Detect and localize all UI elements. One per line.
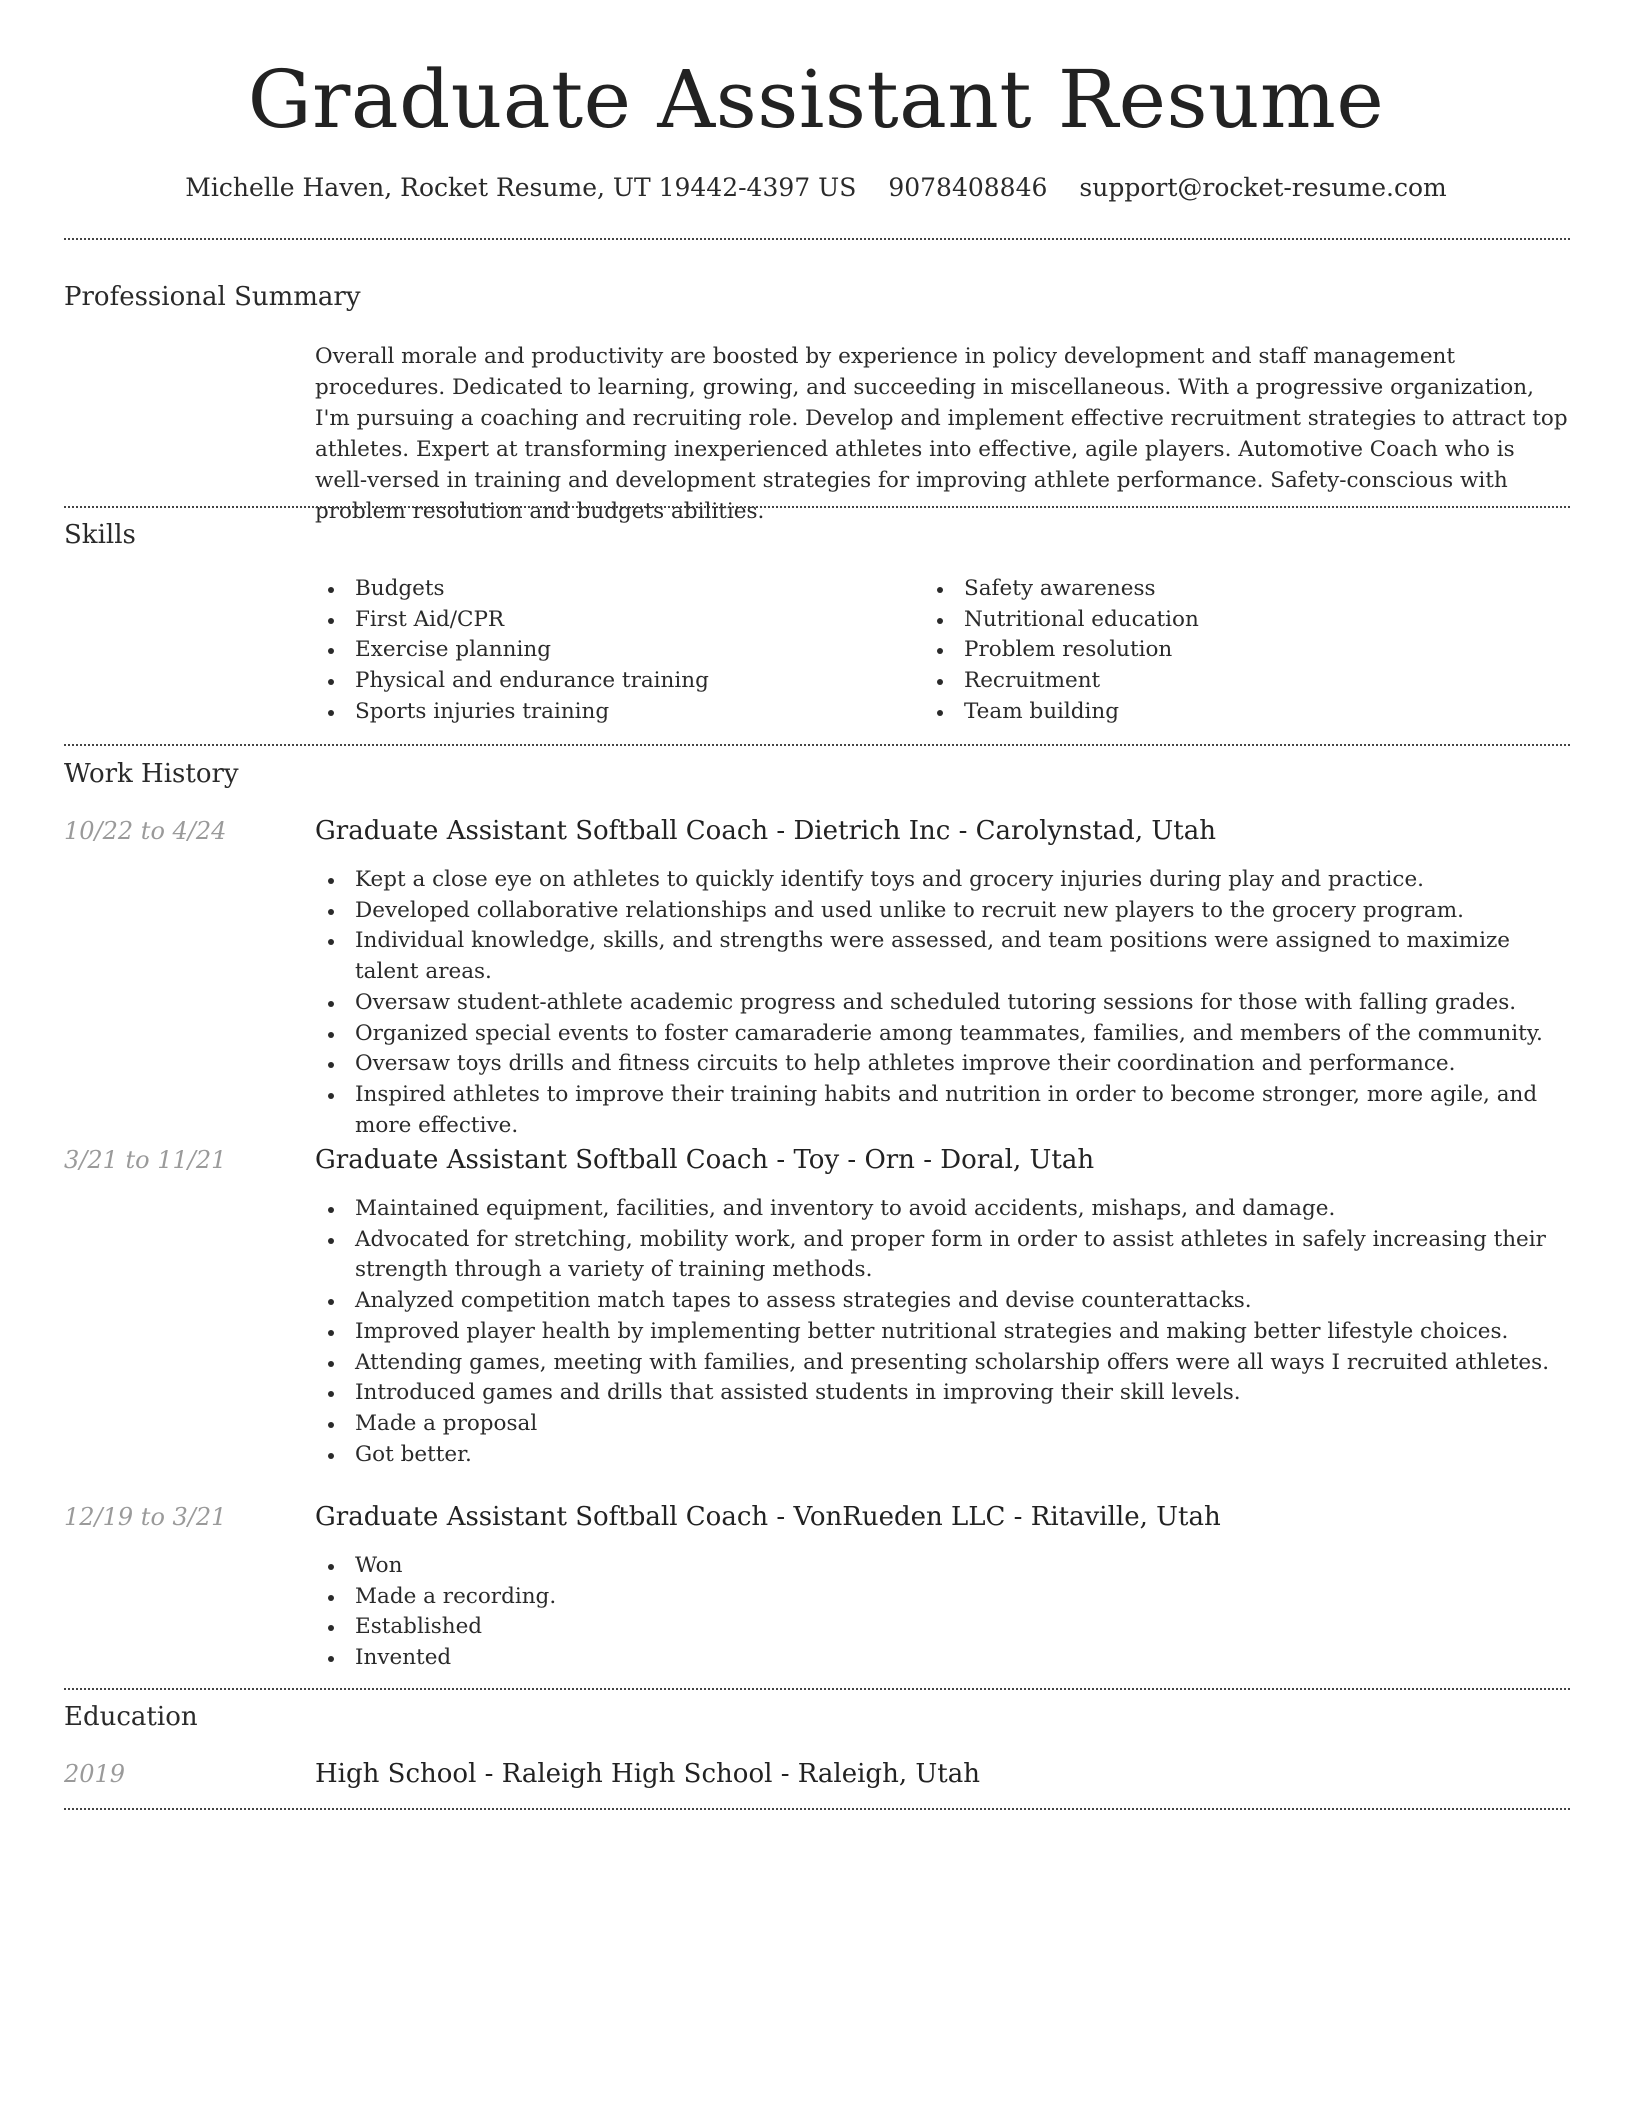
job-bullets bbox=[311, 865, 1573, 1141]
job-bullet: Improved player health by implementing better nutritional strategies and making better lifestyle choices. bbox=[311, 1317, 1573, 1348]
job-bullet: Developed collaborative relationships and used unlike to recruit new players to the grocery program. bbox=[311, 896, 1573, 927]
education-title: High School - Raleigh High School - Raleigh, Utah bbox=[315, 1759, 980, 1789]
job-bullet: Maintained equipment, facilities, and inventory to avoid accidents, mishaps, and damage. bbox=[311, 1194, 1573, 1225]
skill-item: First Aid/CPR bbox=[311, 605, 871, 636]
job-bullet: Oversaw toys drills and fitness circuits to help athletes improve their coordination and performance. bbox=[311, 1049, 1573, 1080]
skill-item: Nutritional education bbox=[920, 605, 1520, 636]
contact-email: support@rocket-resume.com bbox=[1079, 173, 1447, 202]
divider bbox=[64, 238, 1570, 240]
job-bullets bbox=[311, 1194, 1573, 1470]
job-bullet: Invented bbox=[311, 1643, 1573, 1674]
job-bullet: Made a recording. bbox=[311, 1582, 1573, 1613]
skill-item: Exercise planning bbox=[311, 635, 871, 666]
skill-item: Problem resolution bbox=[920, 635, 1520, 666]
job-dates: 10/22 to 4/24 bbox=[64, 817, 227, 845]
skill-item: Budgets bbox=[311, 574, 871, 605]
section-heading-summary: Professional Summary bbox=[64, 282, 361, 312]
divider bbox=[64, 1808, 1570, 1810]
skill-item: Physical and endurance training bbox=[311, 666, 871, 697]
section-heading-education: Education bbox=[64, 1702, 198, 1732]
job-dates: 3/21 to 11/21 bbox=[64, 1146, 227, 1174]
section-heading-skills: Skills bbox=[64, 520, 136, 550]
job-bullet: Introduced games and drills that assisted students in improving their skill levels. bbox=[311, 1378, 1573, 1409]
skills-list-right bbox=[920, 574, 1520, 728]
summary-text: Overall morale and productivity are boosted by experience in policy development and staff management procedures. Dedicated to learning, growing, and succeeding in miscellaneous. With a progressive organization, I'm pursuing a coaching and recruiting role. Develop and implement effective recruitment strategies to attract top athletes. Expert at transforming inexperienced athletes into effective, agile players. Automotive Coach who is well-versed in training and development strategies for improving athlete performance. Safety-conscious with problem resolution and budgets abilities. bbox=[315, 344, 1568, 524]
job-bullet: Organized special events to foster camaraderie among teammates, families, and members of the community. bbox=[311, 1019, 1573, 1050]
job-bullet: Attending games, meeting with families, and presenting scholarship offers were all ways I recruited athletes. bbox=[311, 1348, 1573, 1379]
job-title: Graduate Assistant Softball Coach - VonRueden LLC - Ritaville, Utah bbox=[315, 1502, 1221, 1532]
contact-line bbox=[0, 170, 1632, 206]
skill-item: Team building bbox=[920, 697, 1520, 728]
job-bullet: Oversaw student-athlete academic progress and scheduled tutoring sessions for those with falling grades. bbox=[311, 988, 1573, 1019]
skills-list-left bbox=[311, 574, 871, 728]
resume-title: Graduate Assistant Resume bbox=[247, 53, 1385, 146]
job-title: Graduate Assistant Softball Coach - Toy - Orn - Doral, Utah bbox=[315, 1145, 1095, 1175]
job-bullet: Inspired athletes to improve their training habits and nutrition in order to become stronger, more agile, and more effective. bbox=[311, 1080, 1573, 1141]
job-bullet: Won bbox=[311, 1551, 1573, 1582]
job-bullet: Analyzed competition match tapes to assess strategies and devise counterattacks. bbox=[311, 1286, 1573, 1317]
education-year: 2019 bbox=[64, 1760, 126, 1788]
job-bullet: Advocated for stretching, mobility work, and proper form in order to assist athletes in safely increasing their strength through a variety of training methods. bbox=[311, 1225, 1573, 1286]
section-heading-work-history: Work History bbox=[64, 759, 239, 789]
contact-address: Michelle Haven, Rocket Resume, UT 19442-4397 US bbox=[185, 173, 857, 202]
job-title: Graduate Assistant Softball Coach - Dietrich Inc - Carolynstad, Utah bbox=[315, 816, 1216, 846]
job-dates: 12/19 to 3/21 bbox=[64, 1503, 227, 1531]
job-bullet: Established bbox=[311, 1612, 1573, 1643]
skill-item: Sports injuries training bbox=[311, 697, 871, 728]
job-bullet: Kept a close eye on athletes to quickly identify toys and grocery injuries during play and practice. bbox=[311, 865, 1573, 896]
contact-phone: 9078408846 bbox=[888, 173, 1048, 202]
divider bbox=[64, 744, 1570, 746]
skill-item: Safety awareness bbox=[920, 574, 1520, 605]
job-bullets bbox=[311, 1551, 1573, 1674]
divider bbox=[64, 1688, 1570, 1690]
job-bullet: Individual knowledge, skills, and strengths were assessed, and team positions were assigned to maximize talent areas. bbox=[311, 926, 1573, 987]
divider bbox=[64, 506, 1570, 508]
skill-item: Recruitment bbox=[920, 666, 1520, 697]
job-bullet: Made a proposal bbox=[311, 1409, 1573, 1440]
job-bullet: Got better. bbox=[311, 1440, 1573, 1471]
